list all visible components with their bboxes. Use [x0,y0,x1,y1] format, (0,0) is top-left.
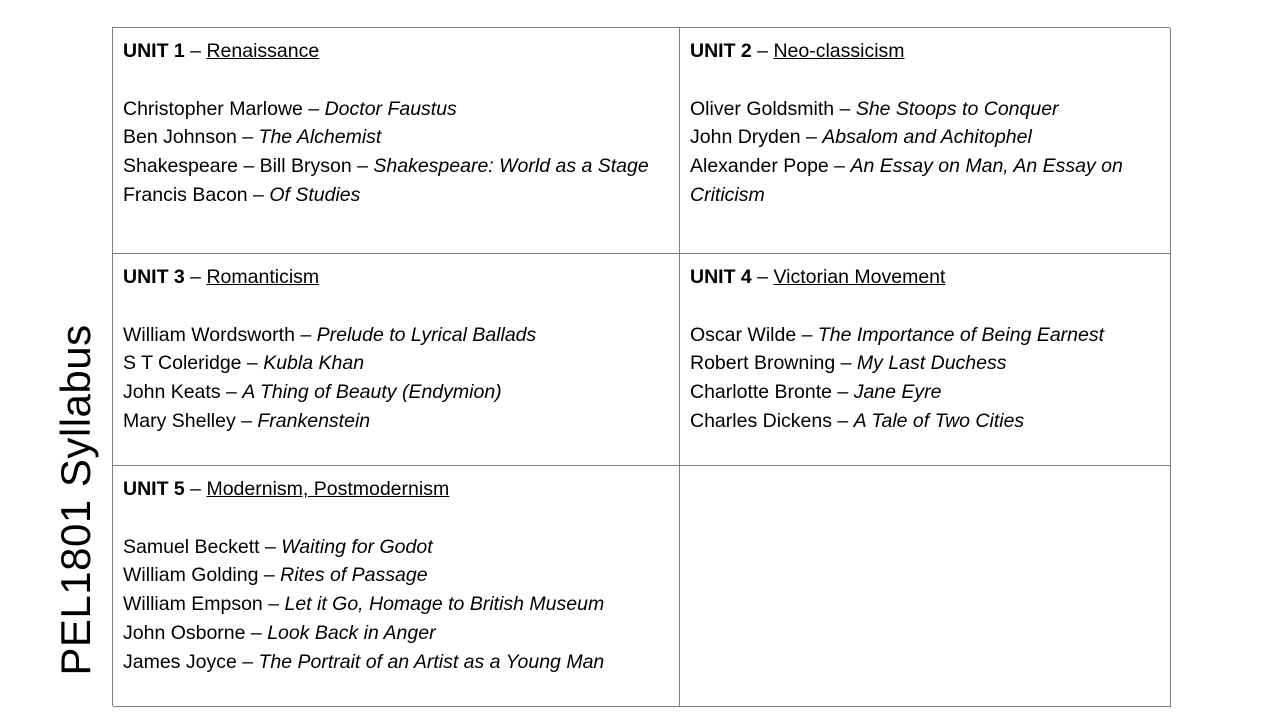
entry-author: James Joyce – [123,650,259,673]
entry-author: Mary Shelley – [123,409,258,432]
entry-work: A Thing of Beauty (Endymion) [242,381,502,404]
syllabus-entry [123,407,669,436]
entry-work: Frankenstein [257,409,371,432]
syllabus-entry [123,349,669,378]
entry-work: Rites of Passage [280,564,428,587]
unit-heading [123,37,669,66]
entry-author: Charlotte Bronte – [690,381,854,404]
entry-author: Charles Dickens – [690,409,854,432]
unit-label: UNIT 1 [123,40,185,62]
syllabus-entry [690,152,1160,210]
entry-work: Shakespeare: World as a Stage [373,155,649,178]
entry-author: Oliver Goldsmith – [690,97,856,120]
entry-author: William Empson – [123,593,285,616]
entry-author: John Osborne – [123,621,268,644]
entry-author: Oscar Wilde – [690,323,818,346]
entry-author: William Golding – [123,564,281,587]
unit-cell [680,28,1171,254]
unit-cell [113,466,680,707]
entry-work: Of Studies [269,183,361,206]
entry-work: Waiting for Godot [281,535,433,558]
unit-cell [680,254,1171,466]
unit-heading [690,37,1160,66]
unit-theme: Neo-classicism [773,40,905,62]
entry-work: Absalom and Achitophel [822,126,1032,149]
unit-label: UNIT 4 [690,266,752,288]
unit-separator: – [751,40,774,62]
entry-author: Samuel Beckett – [123,535,282,558]
syllabus-entry [123,123,669,152]
entry-author: Francis Bacon – [123,183,270,206]
entry-author: Alexander Pope – [690,155,851,178]
empty-cell [680,466,1171,707]
entry-author: John Keats – [123,381,243,404]
entry-author: Robert Browning – [690,352,857,375]
unit-cell [113,28,680,254]
entry-work: Kubla Khan [263,352,365,375]
unit-theme: Romanticism [206,266,320,288]
syllabus-entry [123,533,669,562]
unit-theme: Modernism, Postmodernism [206,478,450,500]
entry-work: She Stoops to Conquer [855,97,1059,120]
unit-heading [123,263,669,292]
unit-separator: – [751,266,774,288]
syllabus-entry [690,378,1160,407]
unit-label: UNIT 3 [123,266,185,288]
unit-separator: – [184,266,207,288]
entry-work: Let it Go, Homage to British Museum [284,593,605,616]
entry-author: Christopher Marlowe – [123,97,325,120]
entry-work: Prelude to Lyrical Ballads [316,323,537,346]
unit-separator: – [184,40,207,62]
entry-work: The Importance of Being Earnest [817,323,1105,346]
entry-work: The Alchemist [258,126,382,149]
unit-label: UNIT 2 [690,40,752,62]
entry-author: William Wordsworth – [123,323,317,346]
syllabus-entry [123,619,669,648]
syllabus-entry [690,407,1160,436]
syllabus-entry [123,378,669,407]
entry-author: Ben Johnson – [123,126,259,149]
entry-work: A Tale of Two Cities [853,409,1025,432]
syllabus-entry [690,349,1160,378]
entry-author: Shakespeare – Bill Bryson – [123,155,374,178]
entry-work: Look Back in Anger [267,621,436,644]
unit-theme: Renaissance [206,40,320,62]
unit-theme: Victorian Movement [773,266,946,288]
syllabus-title: PEL1801 Syllabus [52,324,99,676]
syllabus-entry [123,321,669,350]
entry-work: The Portrait of an Artist as a Young Man [258,650,605,673]
syllabus-entry [123,590,669,619]
syllabus-entry [123,95,669,124]
entry-work: Doctor Faustus [324,97,457,120]
syllabus-entry [690,123,1160,152]
syllabus-table [112,27,1170,706]
entry-work: My Last Duchess [856,352,1007,375]
entry-author: John Dryden – [690,126,823,149]
entry-author: S T Coleridge – [123,352,264,375]
unit-heading [123,475,669,504]
unit-cell [113,254,680,466]
entry-work: An Essay on Man, An Essay on Criticism [690,155,1123,206]
syllabus-entry [123,648,669,677]
syllabus-entry [123,561,669,590]
syllabus-entry [690,95,1160,124]
syllabus-entry [690,321,1160,350]
unit-separator: – [184,478,207,500]
syllabus-entry [123,152,669,181]
unit-label: UNIT 5 [123,478,185,500]
unit-heading [690,263,1160,292]
syllabus-entry [123,181,669,210]
entry-work: Jane Eyre [853,381,942,404]
